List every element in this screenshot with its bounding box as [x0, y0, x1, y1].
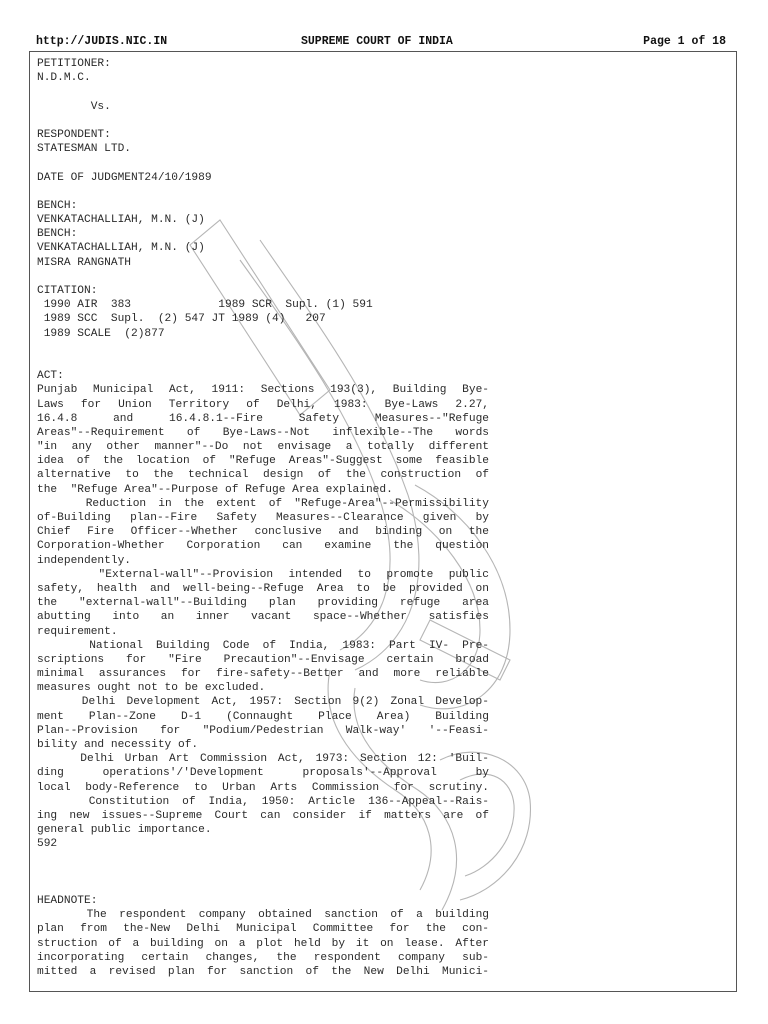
document-line: ment Plan--Zone D-1 (Connaught Place Area) Building: [37, 710, 489, 723]
document-line: Chief Fire Officer--Whether conclusive and binding on the: [37, 526, 489, 539]
document-line: BENCH:: [37, 228, 78, 241]
document-line: BENCH:: [37, 199, 78, 212]
document-line: mitted a revised plan for sanction of the New Delhi Munici-: [37, 966, 489, 978]
document-line: local body-Reference to Urban Arts Commission for scrutiny.: [37, 781, 489, 794]
document-line: "in any other manner"--Do not envisage a totally different: [37, 441, 489, 454]
document-line: [37, 85, 489, 99]
page-header: [36, 34, 726, 50]
document-line: incorporating certain changes, the respondent company sub-: [37, 951, 489, 964]
document-line: DATE OF JUDGMENT24/10/1989: [37, 171, 212, 184]
document-line: idea of the location of "Refuge Areas"-Suggest some feasible: [37, 455, 489, 468]
document-line: Plan--Provision for "Podium/Pedestrian Walk-way' '--Feasi-: [37, 724, 489, 737]
document-line: 1989 SCALE (2)877: [37, 327, 165, 340]
document-line: Vs.: [37, 100, 111, 113]
document-line: of-Building plan--Fire Safety Measures--Clearance given by: [37, 512, 489, 524]
document-line: RESPONDENT:: [37, 128, 111, 141]
document-line: [37, 866, 489, 880]
document-line: bility and necessity of.: [37, 739, 199, 751]
document-line: measures ought not to be excluded.: [37, 682, 266, 695]
document-line: scriptions for "Fire Precaution"--Envisage certain broad: [37, 653, 489, 666]
document-line: the "external-wall"--Building plan providing refuge area: [37, 597, 489, 610]
document-line: [37, 185, 489, 199]
document-line: Reduction in the extent of "Refuge-Area"--Permissibility: [37, 497, 489, 510]
document-line: general public importance.: [37, 824, 212, 837]
document-line: Delhi Development Act, 1957: Section 9(2) Zonal Develop-: [37, 696, 489, 709]
document-line: alternative to the technical design of the construction of: [37, 469, 489, 482]
page-number: Page 1 of 18: [643, 35, 726, 48]
document-line: 592: [37, 838, 58, 851]
document-line: requirement.: [37, 625, 118, 638]
document-line: PETITIONER:: [37, 58, 111, 70]
document-line: safety, health and well-being--Refuge Area to be provided on: [37, 582, 489, 595]
document-line: struction of a building on a plot held by it on lease. After: [37, 937, 489, 950]
document-line: "External-wall"--Provision intended to promote public: [37, 568, 489, 581]
document-line: plan from the-New Delhi Municipal Committee for the con-: [37, 923, 489, 936]
document-line: 16.4.8 and 16.4.8.1--Fire Safety Measures--"Refuge: [37, 412, 489, 425]
document-body: [37, 57, 489, 979]
document-line: minimal assurances for fire-safety--Better and more reliable: [37, 668, 489, 681]
document-line: abutting into an inner vacant space--Whether satisfies: [37, 611, 489, 624]
document-line: [37, 156, 489, 170]
document-line: the "Refuge Area"--Purpose of Refuge Area explained.: [37, 483, 393, 496]
document-line: [37, 270, 489, 284]
document-line: [37, 341, 489, 355]
document-line: The respondent company obtained sanction of a building: [37, 909, 489, 922]
document-line: Areas"--Requirement of Bye-Laws--Not inflexible--The words: [37, 426, 489, 439]
document-line: [37, 114, 489, 128]
document-line: ACT:: [37, 370, 64, 383]
document-line: VENKATACHALLIAH, M.N. (J): [37, 242, 205, 255]
document-line: 1989 SCC Supl. (2) 547 JT 1989 (4) 207: [37, 313, 326, 326]
document-line: N.D.M.C.: [37, 72, 91, 85]
document-line: independently.: [37, 554, 131, 567]
document-line: 1990 AIR 383 1989 SCR Supl. (1) 591: [37, 299, 373, 312]
document-line: CITATION:: [37, 285, 98, 297]
document-line: VENKATACHALLIAH, M.N. (J): [37, 214, 205, 227]
document-line: Delhi Urban Art Commission Act, 1973: Section 12: 'Buil-: [37, 753, 489, 766]
court-name: SUPREME COURT OF INDIA: [301, 35, 453, 48]
document-line: Punjab Municipal Act, 1911: Sections 193(3), Building Bye-: [37, 384, 489, 397]
document-line: ding operations'/'Development proposals'--Approval by: [37, 767, 489, 780]
document-line: [37, 355, 489, 369]
document-line: Constitution of India, 1950: Article 136--Appeal--Rais-: [37, 795, 489, 808]
document-line: Laws for Union Territory of Delhi, 1983: Bye-Laws 2.27,: [37, 398, 489, 411]
document-line: [37, 880, 489, 894]
source-url[interactable]: http://JUDIS.NIC.IN: [36, 35, 168, 48]
document-line: [37, 852, 489, 866]
document-line: HEADNOTE:: [37, 895, 98, 908]
document-line: ing new issues--Supreme Court can consider if matters are of: [37, 809, 489, 822]
document-line: National Building Code of India, 1983: Part IV- Pre-: [37, 639, 489, 652]
document-line: STATESMAN LTD.: [37, 143, 131, 156]
document-line: Corporation-Whether Corporation can examine the question: [37, 540, 489, 553]
document-line: MISRA RANGNATH: [37, 256, 131, 269]
